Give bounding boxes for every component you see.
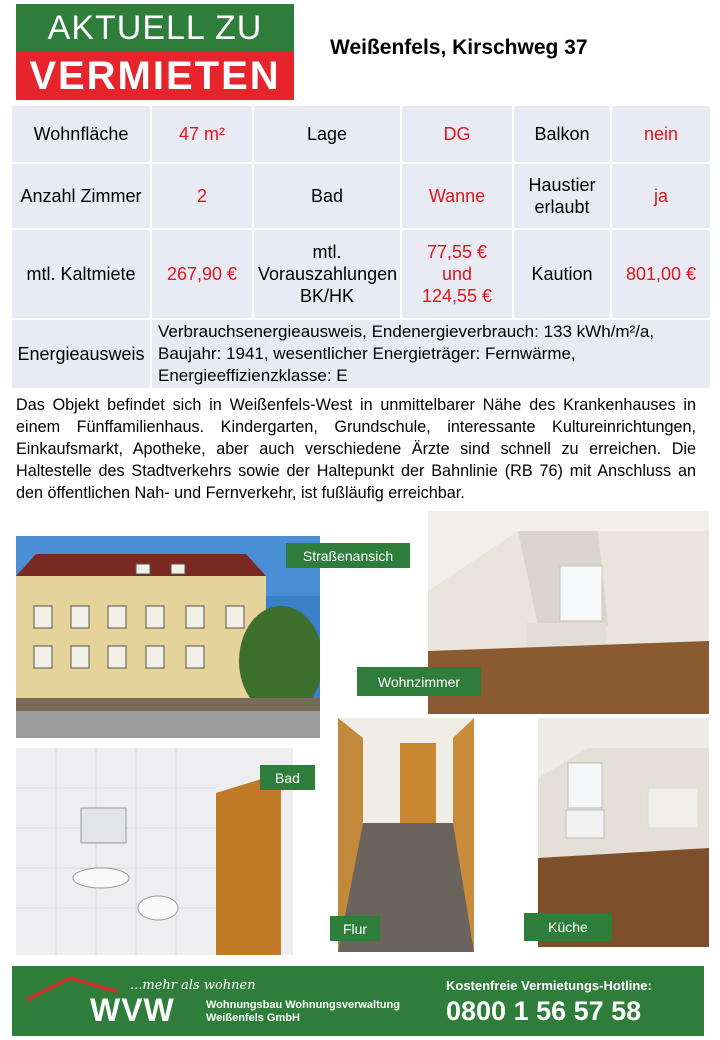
prepayment-label-line3: BK/HK bbox=[299, 286, 355, 306]
bathroom-label: Bad bbox=[260, 765, 315, 790]
table-row bbox=[11, 163, 711, 229]
company-line2: Weißenfels GmbH bbox=[206, 1012, 300, 1024]
footer-banner bbox=[12, 966, 704, 1036]
footer-brand: WVW bbox=[90, 992, 175, 1028]
rooms-value: 2 bbox=[151, 163, 253, 229]
pets-label-line1: Haustier bbox=[528, 175, 596, 195]
bath-value: Wanne bbox=[401, 163, 513, 229]
living-area-label: Wohnfläche bbox=[11, 105, 151, 163]
cold-rent-value: 267,90 € bbox=[151, 229, 253, 319]
cold-rent-label: mtl. Kaltmiete bbox=[11, 229, 151, 319]
property-description: Das Objekt befindet sich in Weißenfels-West in unmittelbarer Nähe des Krankenhauses in einem Fünffamilienhaus. Kindergarten, Grundschule, interessante Kultureinrichtungen, Einkaufsmarkt, Apotheke, aber auch verschiedene Ärzte sind schnell zu erreichen. Die Haltestelle des Stadtverkehrs sowie der Haltepunkt der Bahnlinie (RB 76) mit Anschluss an den öffentlichen Nah- und Fernverkehr, ist fußläufig erreichbar. bbox=[16, 396, 696, 502]
energy-line2: Baujahr: 1941, wesentlicher Energieträger: Fernwärme, bbox=[158, 344, 576, 363]
street-view-photo bbox=[16, 536, 320, 738]
prepayment-value-line2: und bbox=[441, 264, 473, 284]
hotline-label: Kostenfreie Vermietungs-Hotline: bbox=[446, 978, 652, 993]
balcony-label: Balkon bbox=[513, 105, 611, 163]
address-heading: Weißenfels, Kirschweg 37 bbox=[330, 36, 588, 59]
logo-banner-bottom bbox=[16, 52, 294, 100]
bath-label: Bad bbox=[253, 163, 401, 229]
balcony-value: nein bbox=[611, 105, 711, 163]
footer-company bbox=[206, 999, 400, 1025]
company-line1: Wohnungsbau Wohnungsverwaltung bbox=[206, 999, 400, 1011]
pets-label bbox=[513, 163, 611, 229]
kitchen-label: Küche bbox=[524, 913, 612, 941]
energy-line1: Verbrauchsenergieausweis, Endenergieverbrauch: 133 kWh/m²/a, bbox=[158, 322, 655, 341]
prepayment-value-line1: 77,55 € bbox=[426, 242, 488, 262]
property-info-table bbox=[10, 104, 712, 390]
energy-certificate-label: Energieausweis bbox=[11, 319, 151, 389]
prepayment-value-line3: 124,55 € bbox=[421, 286, 493, 306]
logo-banner-top bbox=[16, 4, 294, 52]
energy-line3: Energieeffizienzklasse: E bbox=[158, 366, 348, 385]
hotline-number: 0800 1 56 57 58 bbox=[446, 996, 642, 1026]
pets-label-line2: erlaubt bbox=[534, 197, 590, 217]
prepayment-label-line2: Vorauszahlungen bbox=[258, 264, 398, 284]
pets-value: ja bbox=[611, 163, 711, 229]
deposit-label: Kaution bbox=[513, 229, 611, 319]
street-view-label: Straßenansich bbox=[286, 543, 410, 568]
rooms-label: Anzahl Zimmer bbox=[11, 163, 151, 229]
living-room-label: Wohnzimmer bbox=[357, 667, 481, 696]
logo-line2: VERMIETEN bbox=[29, 53, 281, 98]
hallway-label: Flur bbox=[330, 916, 380, 941]
table-row bbox=[11, 229, 711, 319]
floor-label: Lage bbox=[253, 105, 401, 163]
floor-value: DG bbox=[401, 105, 513, 163]
footer-slogan: ...mehr als wohnen bbox=[130, 978, 256, 993]
bathroom-photo bbox=[16, 748, 293, 955]
prepayment-label-line1: mtl. bbox=[312, 242, 342, 262]
table-row bbox=[11, 319, 711, 389]
prepayment-label bbox=[253, 229, 401, 319]
energy-certificate-details bbox=[151, 319, 711, 389]
living-area-value: 47 m² bbox=[151, 105, 253, 163]
logo-line1: AKTUELL ZU bbox=[47, 8, 263, 47]
deposit-value: 801,00 € bbox=[611, 229, 711, 319]
prepayment-value bbox=[401, 229, 513, 319]
table-row bbox=[11, 105, 711, 163]
